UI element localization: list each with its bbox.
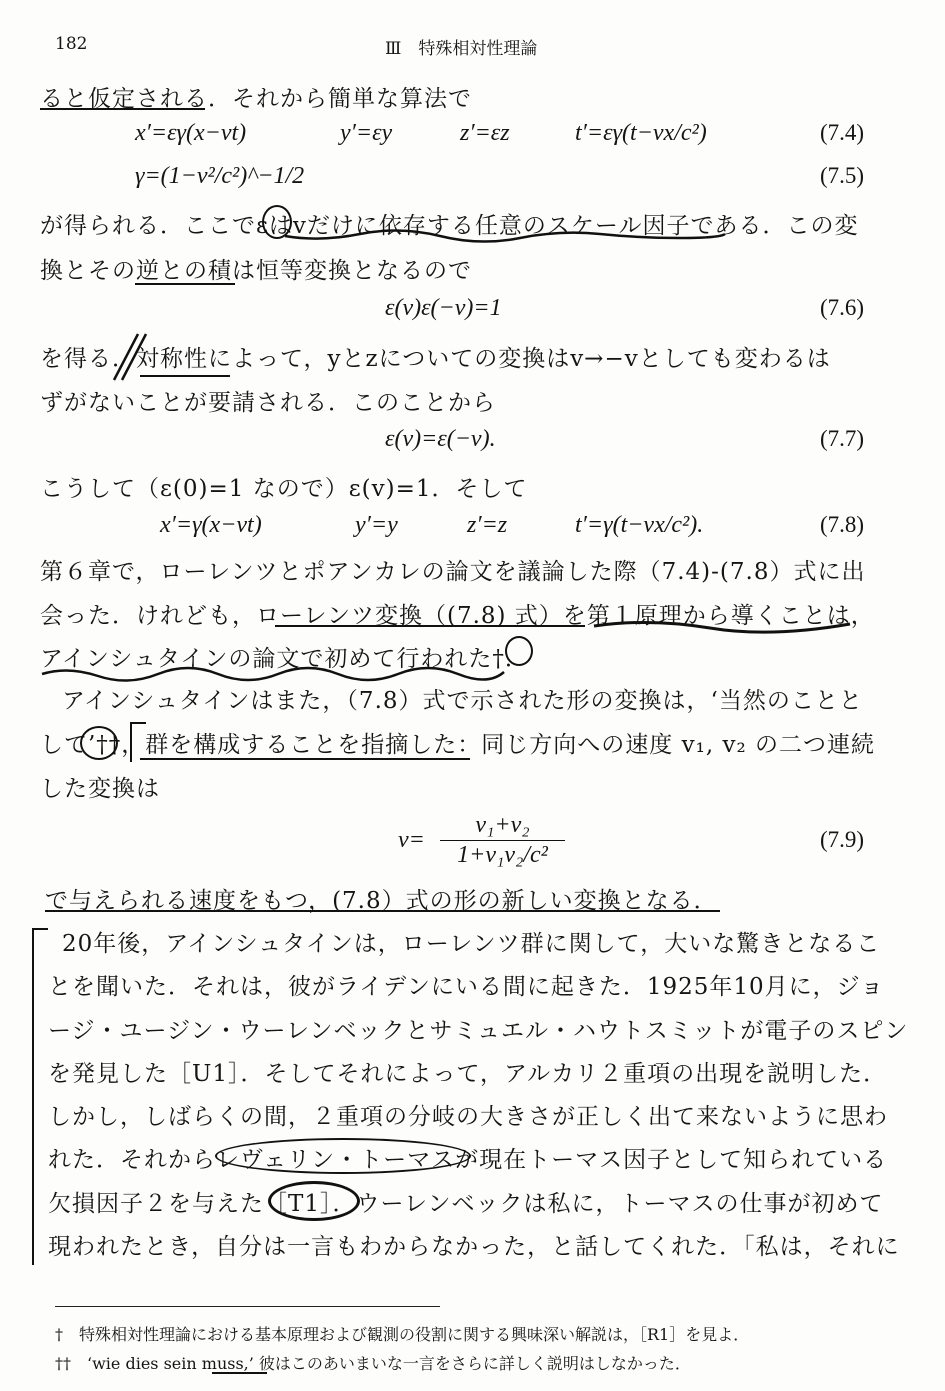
equation-7-9-denominator: 1+v₁v₂/c² [457,842,548,868]
text-line: れた．それからレヴェリン・トーマスが現在トーマス因子として知られている [48,1147,888,1173]
equation-7-6: ε(v)ε(−v)=1 [385,295,502,321]
pen-circle [505,636,533,666]
pen-underline [275,625,585,627]
pen-underline-wavy [38,664,508,684]
pen-bracket [130,722,146,762]
text-line: こうして（ε(0)=1 なので）ε(v)=1．そして [40,476,528,502]
footnote-1: † 特殊相対性理論における基本原理および観測の役割に関する興味深い解説は，［R1］を見よ． [55,1325,750,1344]
text-line: ると仮定される．それから簡単な算法で [40,86,472,112]
equation-number: (7.9) [820,827,865,852]
equation-7-4-y: y′=εy [340,120,393,146]
pen-underline [135,283,235,285]
equation-number: (7.4) [820,120,865,145]
text-line: ずがないことが要請される．このことから [40,390,496,416]
text-line: 換とその逆との積は恒等変換となるので [40,258,472,284]
equation-number: (7.8) [820,512,865,537]
footnote-2: †† ‘wie dies sein muss,’ 彼はこのあいまいな一言をさらに詳しく説明はしなかった． [55,1354,691,1373]
text-line: 第６章で，ローレンツとポアンカレの論文を議論した際（7.4)-(7.8）式に出 [40,559,866,585]
equation-7-7: ε(v)=ε(−v). [385,426,496,452]
text-line: とを聞いた．それは，彼がライデンにいる間に起きた．1925年10月に，ジョ [48,974,885,1000]
text-line: ージ・ユージン・ウーレンベックとサミュエル・ハウトスミットが電子のスピン [48,1018,909,1044]
pen-underline-wavy [280,228,730,248]
equation-7-8-x: x′=γ(x−vt) [160,512,262,538]
margin-bracket [32,928,48,1265]
text-line: しかし，しばらくの間，２重項の分岐の大きさが正しく出て来ないように思わ [48,1104,888,1130]
text-line: で与えられる速度をもつ，(7.8）式の形の新しい変換となる． [45,888,718,914]
equation-7-8-t: t′=γ(t−vx/c²). [575,512,704,538]
pen-underline [40,108,205,110]
equation-7-9-numerator: v₁+v₂ [475,812,530,838]
text-line: 現われたとき，自分は一言もわからなかった，と話してくれた．「私は，それに [48,1234,900,1260]
pen-underline-wavy [590,616,855,636]
pen-circle [80,726,118,760]
running-header: Ⅲ 特殊相対性理論 [385,39,538,59]
equation-7-4-x: x′=εγ(x−vt) [135,120,247,146]
equation-7-5: γ=(1−v²/c²)^−1/2 [135,163,305,189]
pen-underline [212,1372,267,1374]
text-line: した変換は [40,776,160,802]
equation-number: (7.6) [820,295,865,320]
pen-oval [215,1138,471,1174]
footnote-rule [55,1306,440,1307]
equation-number: (7.7) [820,426,865,451]
text-line: 20年後，アインシュタインは，ローレンツ群に関して，大いな驚きとなるこ [62,931,881,957]
text-line: を得る．対称性によって，yとzについての変換はv→−vとしても変わるは [40,346,831,372]
pen-oval [268,1181,360,1221]
pen-underline [140,375,230,377]
text-line: アインシュタインの論文で初めて行われた†． [40,646,529,672]
fraction-bar [440,840,565,841]
page-number: 182 [55,34,88,54]
text-line: して’††，群を構成することを指摘した：同じ方向への速度 v₁, v₂ の二つ連続 [40,732,875,758]
text-line: が得られる．ここでεはvだけに依存する任意のスケール因子である．この変 [40,213,859,239]
pen-underline [45,910,720,912]
text-line: アインシュタインはまた，（7.8）式で示された形の変換は，‘当然のことと [62,688,863,714]
equation-7-4-z: z′=εz [460,120,510,146]
equation-7-9-lhs: v= [398,827,425,853]
pen-underline [140,758,470,760]
equation-7-8-y: y′=y [355,512,398,538]
equation-7-4-t: t′=εγ(t−vx/c²) [575,120,707,146]
equation-number: (7.5) [820,163,865,188]
text-line: 欠損因子２を与えた［T1］．ウーレンベックは私に，トーマスの仕事が初めて [48,1191,884,1217]
equation-7-8-z: z′=z [467,512,508,538]
text-line: 会った．けれども，ローレンツ変換（(7.8) 式）を第１原理から導くことは， [40,603,875,629]
text-line: を発見した［U1］．そしてそれによって，アルカリ２重項の出現を説明した． [48,1061,888,1087]
